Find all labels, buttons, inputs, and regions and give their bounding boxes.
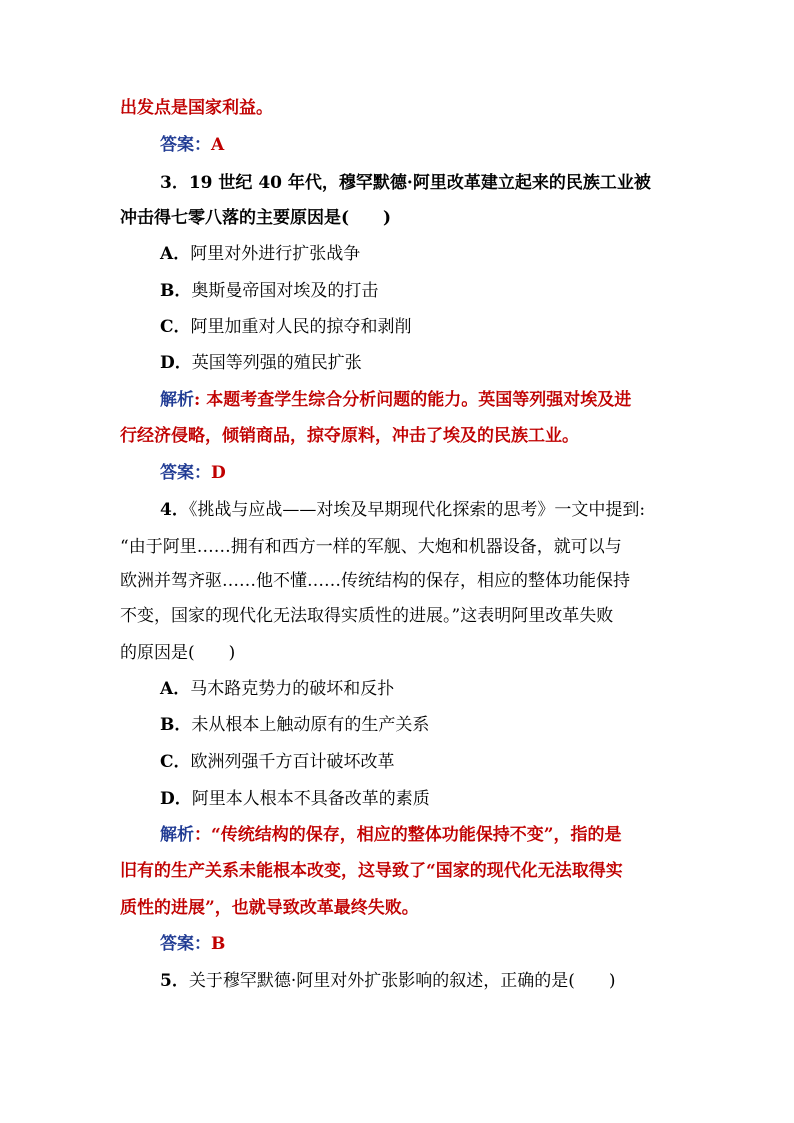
answer-value: D: [211, 463, 226, 483]
q3-number: 3．: [160, 173, 189, 193]
q4-stem-text1: 《挑战与应战——对埃及早期现代化探索的思考》一文中提到:: [188, 500, 646, 520]
q4-analysis-line2: 旧有的生产关系未能根本改变，这导致了“国家的现代化无法取得实: [120, 861, 623, 881]
analysis-text: : 本题考查学生综合分析问题的能力。英国等列强对埃及进: [194, 390, 632, 410]
q3-analysis-line1: [160, 389, 631, 411]
option-text: 马木路克势力的破坏和反扑: [190, 679, 395, 699]
q4-option-c: [160, 751, 395, 773]
q4-option-a: [160, 678, 394, 700]
option-text: 奥斯曼帝国对埃及的打击: [191, 281, 379, 301]
option-letter: C．: [160, 317, 191, 337]
q3-option-d: [160, 352, 362, 374]
option-letter: D．: [160, 353, 192, 373]
q4-option-d: [160, 788, 430, 810]
q3-option-a: [160, 243, 360, 265]
option-text: 欧洲列强千方百计破坏改革: [190, 752, 395, 772]
q3-stem-line1: [160, 172, 651, 194]
option-letter: C．: [160, 752, 191, 772]
q3-answer: [160, 462, 226, 484]
answer-value: A: [211, 135, 225, 155]
q5-stem-line1: [160, 970, 616, 992]
option-letter: B．: [160, 281, 192, 301]
q4-analysis-line3: 质性的进展”，也就导致改革最终失败。: [120, 898, 419, 918]
option-text: 阿里本人根本不具备改革的素质: [191, 789, 430, 809]
option-letter: A．: [160, 244, 191, 264]
q4-stem-line4: 不变，国家的现代化无法取得实质性的进展。”这表明阿里改革失败: [120, 606, 614, 626]
option-letter: D．: [160, 789, 192, 809]
option-text: 未从根本上触动原有的生产关系: [191, 715, 430, 735]
option-letter: A．: [160, 679, 191, 699]
q3-stem-text1: 19 世纪 40 年代，穆罕默德·阿里改革建立起来的民族工业被: [188, 173, 651, 193]
q4-stem-line2: “由于阿里……拥有和西方一样的军舰、大炮和机器设备，就可以与: [120, 537, 622, 557]
q4-option-b: [160, 714, 429, 736]
q2-analysis-end: 出发点是国家利益。: [120, 98, 273, 118]
answer-value: B: [211, 934, 226, 954]
q4-stem-line3: 欧洲并驾齐驱……他不懂……传统结构的保存，相应的整体功能保持: [120, 571, 630, 591]
analysis-label: 解析: [160, 825, 194, 845]
q3-analysis-line2: 行经济侵略，倾销商品，掠夺原料，冲击了埃及的民族工业。: [120, 426, 579, 446]
option-text: 阿里加重对人民的掠夺和剥削: [190, 317, 412, 337]
q2-answer: [160, 134, 224, 156]
q4-stem-line5: 的原因是( ): [120, 643, 236, 663]
answer-label: 答案：: [160, 463, 211, 483]
answer-label: 答案：: [160, 934, 211, 954]
analysis-text: ：“传统结构的保存，相应的整体功能保持不变”，指的是: [194, 825, 622, 845]
analysis-label: 解析: [160, 390, 194, 410]
q4-analysis-line1: [160, 824, 622, 846]
option-text: 阿里对外进行扩张战争: [190, 244, 361, 264]
answer-label: 答案：: [160, 135, 211, 155]
q3-option-c: [160, 316, 412, 338]
q5-number: 5．: [160, 971, 189, 991]
q4-answer: [160, 933, 225, 955]
q3-stem-line2: 冲击得七零八落的主要原因是( ): [120, 208, 392, 228]
option-text: 英国等列强的殖民扩张: [191, 353, 362, 373]
q5-stem-text1: 关于穆罕默德·阿里对外扩张影响的叙述，正确的是( ): [188, 971, 616, 991]
option-letter: B．: [160, 715, 192, 735]
q4-number: 4．: [160, 500, 189, 520]
q4-stem-line1: [160, 499, 645, 521]
q3-option-b: [160, 280, 378, 302]
